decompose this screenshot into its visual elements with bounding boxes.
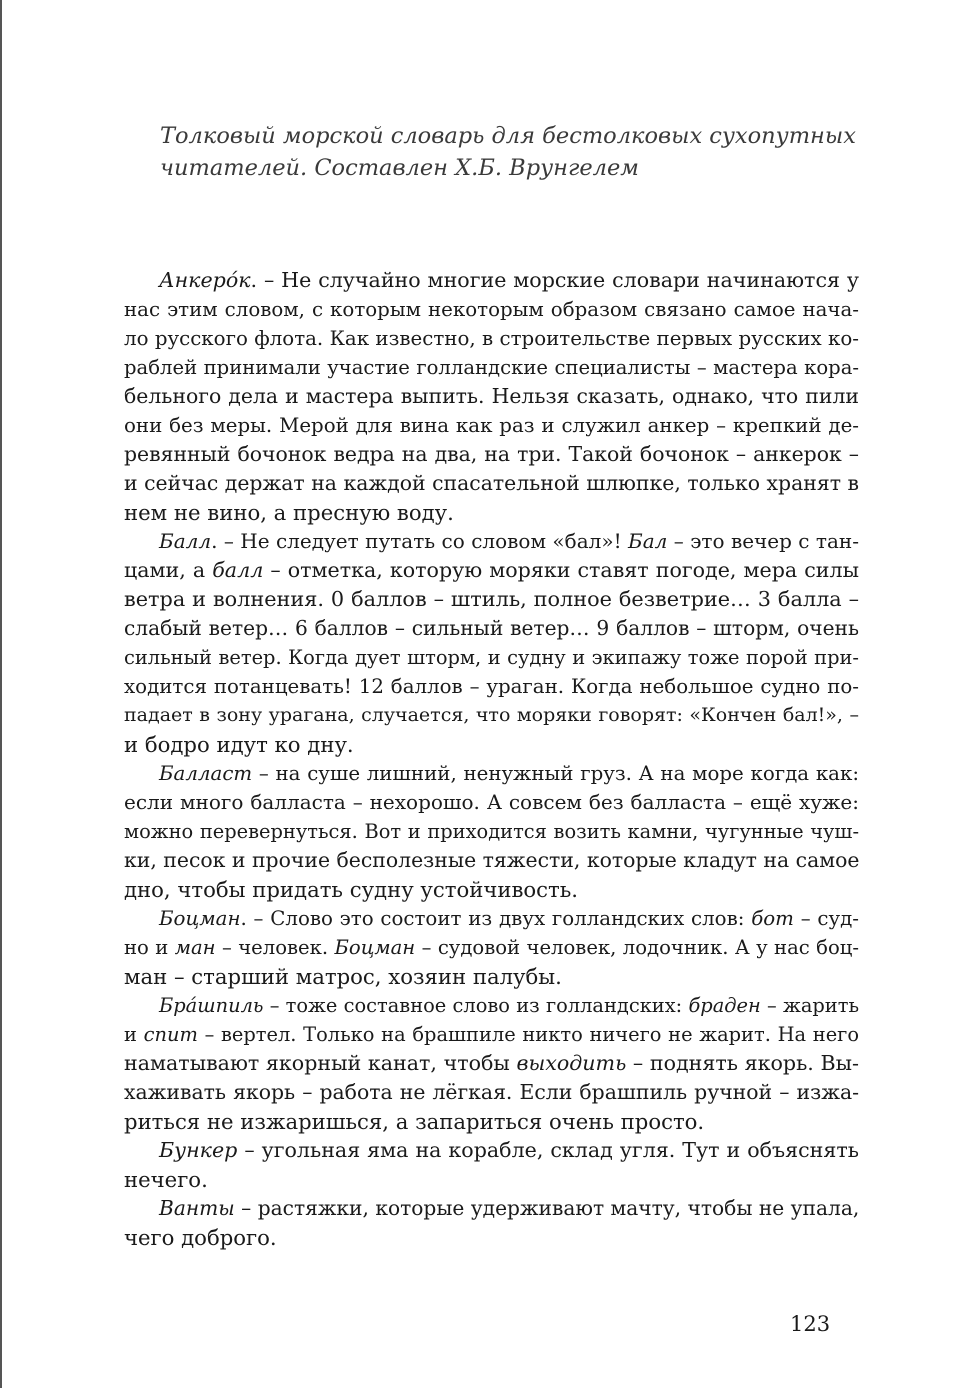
text-line [124, 730, 859, 759]
text-line [124, 527, 859, 556]
text-segment: – отметка, которую моряки ставят погоде, мера силы [263, 558, 859, 582]
text-segment: падает в зону урагана, случается, что моряки говорят: «Кончен бал!», – [124, 704, 859, 726]
text-line [124, 411, 859, 440]
text-line [124, 643, 859, 672]
text-line [124, 817, 859, 846]
text-segment: и сейчас держат на каждой спасательной шлюпке, только хранят в [124, 471, 859, 495]
text-segment: ходится потанцевать! 12 баллов – ураган. Когда небольшое судно по- [124, 675, 859, 698]
text-segment: если много балласта – нехорошо. А совсем без балласта – ещё хуже: [124, 790, 859, 814]
text-line [124, 1194, 859, 1223]
text-segment: можно перевернуться. Вот и приходится возить камни, чугунные чуш- [124, 820, 859, 843]
text-line [124, 266, 859, 295]
text-segment: – человек. [215, 936, 335, 959]
text-line [124, 382, 859, 411]
term-italic: Бункер [159, 1138, 238, 1162]
text-line [124, 933, 859, 962]
page-number: 123 [790, 1312, 831, 1336]
text-segment: нем не вино, а пресную воду. [124, 500, 454, 525]
text-segment: сильный ветер. Когда дует шторм, и судну и экипажу тоже порой при- [124, 646, 859, 669]
text-segment: ветра и волнения. 0 баллов – штиль, полное безветрие… 3 балла – [124, 587, 859, 611]
text-segment: нечего. [124, 1167, 208, 1192]
text-line [124, 672, 859, 701]
text-segment: ки, песок и прочие бесполезные тяжести, которые кладут на самое [124, 848, 860, 872]
text-segment: чего доброго. [124, 1225, 277, 1250]
text-segment: нас этим словом, с которым некоторым образом связано самое нача- [124, 298, 859, 321]
text-segment: . – Не следует путать со словом «бал»! [211, 529, 629, 553]
term-italic: выходить [516, 1051, 627, 1075]
text-segment: слабый ветер… 6 баллов – сильный ветер… 9 баллов – шторм, очень [124, 616, 859, 640]
section-heading [160, 120, 860, 184]
text-segment: – растяжки, которые удерживают мачту, чтобы не упала, [234, 1196, 860, 1220]
text-line [124, 556, 859, 585]
text-segment: ревянный бочонок ведра на два, на три. Такой бочонок – анкерок – [124, 442, 859, 466]
term-italic: спит [143, 1023, 198, 1046]
text-segment: . – Слово это состоит из двух голландских слов: [240, 907, 752, 930]
text-segment: – угольная яма на корабле, склад угля. Тут и объяснять [237, 1138, 859, 1162]
text-line [124, 585, 859, 614]
dictionary-body [124, 266, 859, 1252]
text-line [124, 353, 859, 382]
text-segment: риться не изжаришься, а запариться очень просто. [124, 1109, 705, 1134]
heading-line-2: читателей. Составлен Х.Б. Врунгелем [160, 155, 639, 181]
text-line [124, 440, 859, 469]
text-line [124, 846, 859, 875]
term-italic: Бра́шпиль [159, 994, 264, 1017]
text-segment: – это вечер с тан- [667, 529, 860, 553]
text-segment: хаживать якорь – работа не лёгкая. Если брашпиль ручной – изжа- [124, 1080, 859, 1104]
term-italic: Анкеро́к [159, 268, 251, 292]
term-italic: бот [751, 907, 794, 930]
text-line [124, 1078, 859, 1107]
term-italic: Балл [159, 529, 212, 553]
term-italic: Боцман [159, 907, 241, 930]
text-line [124, 1049, 859, 1078]
text-segment: и [124, 1023, 144, 1046]
text-line [124, 1020, 859, 1049]
text-segment: – поднять якорь. Вы- [626, 1051, 859, 1075]
text-segment: раблей принимали участие голландские специалисты – мастера кора- [124, 356, 859, 379]
text-segment: ман – старший матрос, хозяин палубы. [124, 964, 562, 989]
text-segment: – вертел. Только на брашпиле никто ничего не жарит. На него [197, 1023, 859, 1046]
text-line [124, 295, 859, 324]
text-line [124, 1136, 859, 1165]
text-segment: – тоже составное слово из голландских: [263, 994, 689, 1017]
text-line [124, 1165, 859, 1194]
text-line [124, 875, 859, 904]
text-segment: они без меры. Мерой для вина как раз и служил анкер – крепкий де- [124, 414, 859, 437]
text-line [124, 788, 859, 817]
text-segment: дно, чтобы придать судну устойчивость. [124, 877, 579, 902]
text-segment: – судовой человек, лодочник. А у нас боц- [415, 936, 859, 959]
term-italic: Балласт [159, 762, 253, 785]
term-italic: балл [212, 558, 264, 582]
term-italic: Боцман [334, 936, 416, 959]
text-line [124, 701, 859, 730]
page-edge-rule [0, 0, 2, 1388]
text-line [124, 991, 859, 1020]
term-italic: ман [174, 936, 216, 959]
text-line [124, 324, 859, 353]
text-line [124, 614, 859, 643]
text-segment: – суд- [793, 907, 859, 930]
text-line [124, 962, 859, 991]
term-italic: Бал [628, 529, 668, 553]
text-segment: ло русского флота. Как известно, в строительстве первых русских ко- [124, 327, 859, 350]
text-line [124, 759, 859, 788]
text-segment: наматывают якорный канат, чтобы [124, 1051, 517, 1075]
term-italic: браден [688, 994, 761, 1017]
heading-line-1: Толковый морской словарь для бестолковых сухопутных [160, 123, 856, 149]
text-segment: бельного дела и мастера выпить. Нельзя сказать, однако, что пили [124, 384, 859, 408]
text-segment: . – Не случайно многие морские словари начинаются у [250, 268, 859, 292]
text-line [124, 1107, 859, 1136]
term-italic: Ванты [159, 1196, 235, 1220]
text-line [124, 904, 859, 933]
text-segment: и бодро идут ко дну. [124, 732, 354, 757]
text-segment: – на суше лишний, ненужный груз. А на море когда как: [252, 762, 859, 785]
text-line [124, 1223, 859, 1252]
text-line [124, 469, 859, 498]
text-line [124, 498, 859, 527]
text-segment: – жарить [760, 994, 860, 1017]
text-segment: цами, а [124, 558, 213, 582]
text-segment: но и [124, 936, 175, 959]
